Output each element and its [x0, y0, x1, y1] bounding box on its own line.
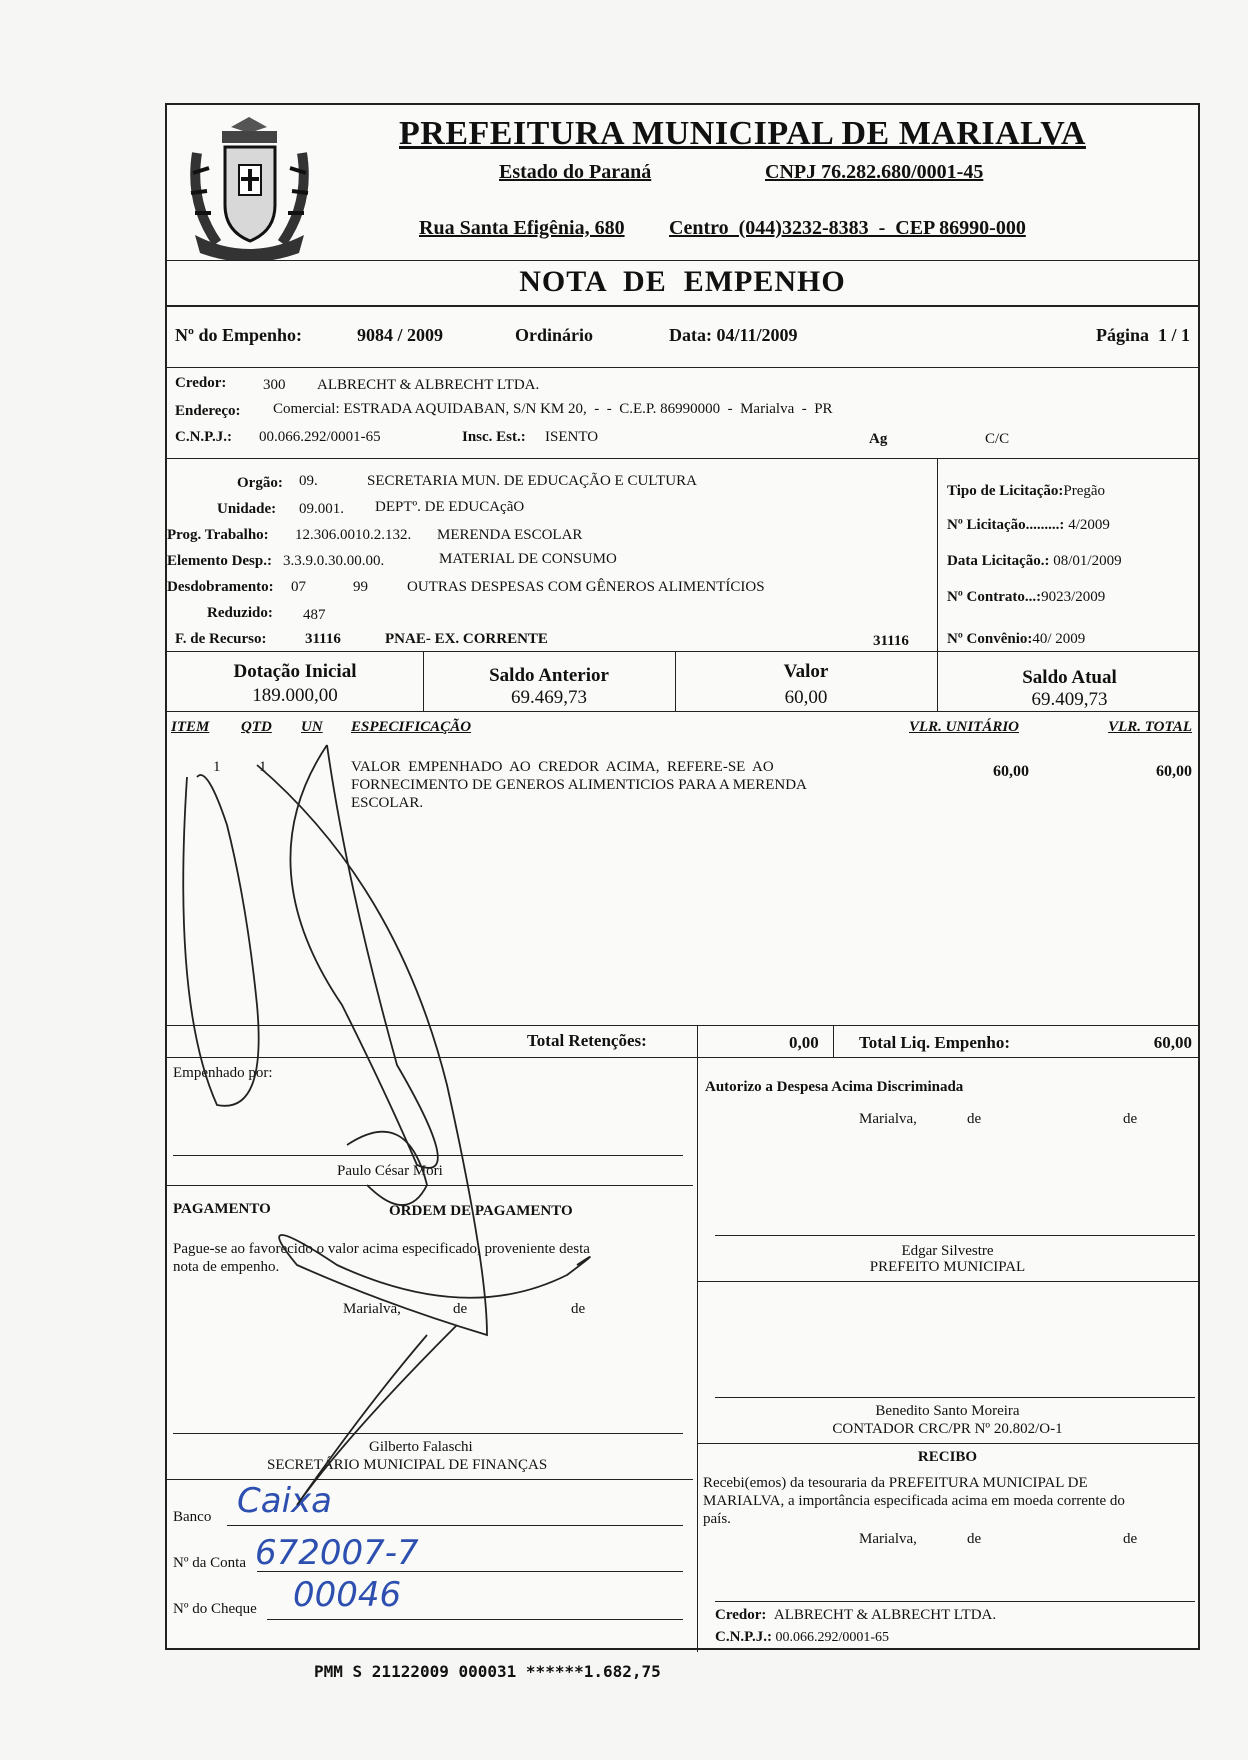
row-item: 1: [213, 759, 221, 775]
col-qtd: QTD: [241, 719, 272, 735]
col-un: UN: [301, 719, 323, 735]
page-indicator: Página 1 / 1: [1095, 325, 1190, 345]
empenho-number: 9084 / 2009: [357, 325, 444, 345]
elemento-label: Elemento Desp.:: [167, 553, 272, 569]
insc-value: ISENTO: [545, 429, 599, 445]
prefeito-name: Edgar Silvestre: [901, 1243, 994, 1259]
insc-label: Insc. Est.:: [462, 429, 526, 445]
elemento-name: MATERIAL DE CONSUMO: [439, 551, 617, 567]
valor-label: Valor: [783, 661, 829, 682]
unidade-label: Unidade:: [217, 501, 277, 517]
autorizo-label: Autorizo a Despesa Acima Discriminada: [705, 1079, 964, 1095]
prefeitura-title: PREFEITURA MUNICIPAL DE MARIALVA: [399, 115, 1086, 152]
cheque-label: Nº do Cheque: [173, 1601, 257, 1617]
phone-cep-header: Centro (044)3232-8383 - CEP 86990-000: [669, 217, 1026, 239]
nota-de-empenho-title: NOTA DE EMPENHO: [519, 265, 846, 298]
recurso-name: PNAE- EX. CORRENTE: [385, 631, 548, 647]
recibo-title: RECIBO: [917, 1449, 978, 1465]
cnpj-header: CNPJ 76.282.680/0001-45: [765, 161, 984, 183]
desdobramento-b: 99: [353, 579, 368, 595]
secretario-title: SECRETÁRIO MUNICIPAL DE FINANÇAS: [267, 1457, 548, 1473]
desdobramento-name: OUTRAS DESPESAS COM GÊNEROS ALIMENTÍCIOS: [407, 579, 765, 595]
saldo-anterior-value: 69.469,73: [511, 687, 587, 708]
banco-handwritten: Caixa: [237, 1481, 332, 1521]
contrato-label: Nº Contrato...:: [947, 589, 1042, 605]
row-qtd: 1: [259, 759, 267, 775]
row-spec-line1: VALOR EMPENHADO AO CREDOR ACIMA, REFERE-SE AO: [351, 759, 774, 775]
ag-label: Ag: [869, 431, 888, 447]
prog-code: 12.306.0010.2.132.: [295, 527, 412, 543]
recibo-line3: país.: [703, 1511, 731, 1527]
contador-name: Benedito Santo Moreira: [875, 1403, 1020, 1419]
orgao-name: SECRETARIA MUN. DE EDUCAÇÃO E CULTURA: [367, 473, 697, 489]
empenho-type: Ordinário: [515, 325, 594, 345]
empenho-date: Data: 04/11/2009: [669, 325, 798, 345]
total-liq-label: Total Liq. Empenho:: [859, 1033, 1010, 1052]
recibo-line2: MARIALVA, a importância especificada acima em moeda corrente do: [703, 1493, 1125, 1509]
recurso-code: 31116: [305, 631, 341, 647]
credor-name: ALBRECHT & ALBRECHT LTDA.: [317, 377, 540, 393]
conta-label: Nº da Conta: [173, 1555, 246, 1571]
payment-stamp: PMM S 21122009 000031 ******1.682,75: [314, 1662, 661, 1681]
col-item: ITEM: [171, 719, 210, 735]
retencoes-value: 0,00: [789, 1033, 819, 1052]
orgao-code: 09.: [299, 473, 318, 489]
autorizo-de-2: de: [1123, 1111, 1138, 1127]
dotacao-value: 189.000,00: [252, 685, 338, 706]
recibo-line1: Recebi(emos) da tesouraria da PREFEITURA MUNICIPAL DE: [703, 1475, 1088, 1491]
recurso-label: F. de Recurso:: [175, 631, 267, 647]
cnpj-label: C.N.P.J.:: [175, 429, 232, 445]
credor-cnpj: 00.066.292/0001-65: [259, 429, 381, 445]
unidade-code: 09.001.: [299, 501, 344, 517]
recurso-code-2: 31116: [873, 633, 909, 649]
row-vlr-unitario: 60,00: [993, 763, 1029, 780]
recibo-cnpj: 00.066.292/0001-65: [775, 1630, 890, 1645]
credor-code: 300: [263, 377, 286, 393]
col-especificacao: ESPECIFICAÇÃO: [351, 719, 472, 735]
conta-handwritten: 672007-7: [255, 1533, 419, 1573]
autorizo-city: Marialva,: [859, 1111, 917, 1127]
data-licitacao: 08/01/2009: [1053, 553, 1122, 569]
saldo-atual-label: Saldo Atual: [1022, 667, 1117, 688]
state-label: Estado do Paraná: [499, 161, 652, 183]
empenhado-name: Paulo César Mori: [337, 1163, 443, 1179]
credor-label: Credor:: [175, 375, 227, 391]
prefeito-title: PREFEITO MUNICIPAL: [869, 1259, 1026, 1275]
num-licitacao: 4/2009: [1068, 517, 1110, 533]
prog-label: Prog. Trabalho:: [167, 527, 269, 543]
tipo-licitacao: Pregão: [1063, 483, 1106, 499]
reduzido-label: Reduzido:: [207, 605, 273, 621]
valor-value: 60,00: [784, 687, 828, 708]
pagamento-city: Marialva,: [343, 1301, 401, 1317]
row-vlr-total: 60,00: [1156, 763, 1192, 780]
total-liq-value: 60,00: [1153, 1033, 1192, 1052]
ordem-pagamento-label: ORDEM DE PAGAMENTO: [389, 1203, 573, 1219]
convenio-value: 40/ 2009: [1032, 631, 1086, 647]
recibo-de-2: de: [1123, 1531, 1138, 1547]
pagamento-label: PAGAMENTO: [173, 1201, 271, 1217]
recibo-de-1: de: [967, 1531, 982, 1547]
address-header: Rua Santa Efigênia, 680: [419, 217, 625, 239]
row-spec-line3: ESCOLAR.: [351, 795, 424, 811]
nota-de-empenho-form: [165, 103, 1200, 1650]
saldo-anterior-label: Saldo Anterior: [489, 665, 609, 686]
elemento-code: 3.3.9.0.30.00.00.: [283, 553, 385, 569]
pague-se-line2: nota de empenho.: [173, 1259, 280, 1275]
empenho-number-label: Nº do Empenho:: [175, 325, 302, 345]
data-licitacao-label: Data Licitação.:: [947, 553, 1050, 569]
col-vlr-total: VLR. TOTAL: [1108, 719, 1192, 735]
pagamento-de-2: de: [571, 1301, 586, 1317]
prog-name: MERENDA ESCOLAR: [437, 527, 583, 543]
secretario-name: Gilberto Falaschi: [369, 1439, 473, 1455]
cheque-handwritten: 00046: [293, 1575, 402, 1615]
recibo-credor-name: ALBRECHT & ALBRECHT LTDA.: [773, 1607, 997, 1623]
unidade-name: DEPTº. DE EDUCAçãO: [375, 499, 525, 515]
autorizo-de-1: de: [967, 1111, 982, 1127]
row-spec-line2: FORNECIMENTO DE GENEROS ALIMENTICIOS PARA A MERENDA: [351, 777, 807, 793]
endereco-label: Endereço:: [175, 403, 241, 419]
orgao-label: Orgão:: [237, 475, 283, 491]
handwritten-signature-strokes: [167, 105, 1202, 1652]
contador-title: CONTADOR CRC/PR Nº 20.802/O-1: [832, 1421, 1063, 1437]
tipo-licitacao-label: Tipo de Licitação:: [947, 483, 1064, 499]
cc-label: C/C: [985, 431, 1010, 447]
convenio-label: Nº Convênio:: [947, 631, 1033, 647]
pague-se-line1: Pague-se ao favorecido o valor acima especificado, proveniente desta: [173, 1241, 590, 1257]
recibo-city: Marialva,: [859, 1531, 917, 1547]
contrato-value: 9023/2009: [1041, 589, 1106, 605]
banco-label: Banco: [173, 1509, 212, 1525]
recibo-cnpj-label: C.N.P.J.:: [715, 1629, 772, 1645]
desdobramento-a: 07: [291, 579, 306, 595]
empenhado-por-label: Empenhado por:: [173, 1065, 273, 1081]
desdobramento-label: Desdobramento:: [167, 579, 274, 595]
col-vlr-unitario: VLR. UNITÁRIO: [909, 719, 1020, 735]
pagamento-de-1: de: [453, 1301, 468, 1317]
recibo-credor-label: Credor:: [715, 1607, 767, 1623]
dotacao-label: Dotação Inicial: [233, 661, 357, 682]
saldo-atual-value: 69.409,73: [1031, 689, 1108, 710]
reduzido-value: 487: [303, 607, 326, 623]
credor-address: Comercial: ESTRADA AQUIDABAN, S/N KM 20, - - C.E.P. 86990000 - Marialva - PR: [273, 401, 833, 417]
num-licitacao-label: Nº Licitação.........:: [947, 517, 1065, 533]
retencoes-label: Total Retenções:: [527, 1031, 647, 1050]
